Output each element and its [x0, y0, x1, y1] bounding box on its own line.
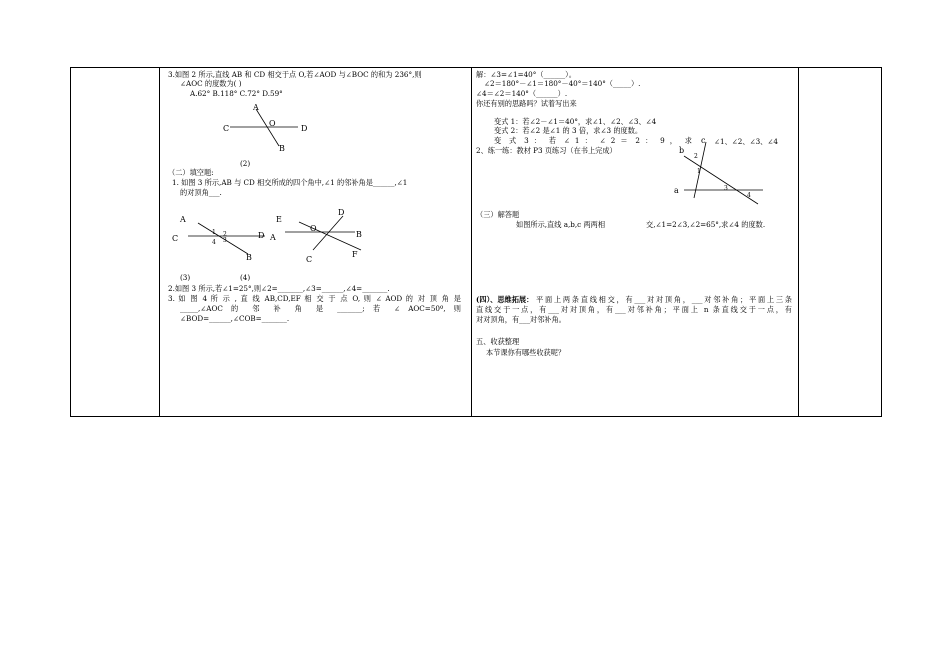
- fig4-label-e: E: [276, 215, 282, 224]
- section4-line-1: 平面上两条直线相交，有___对对顶角，___对邻补角；平面上三条: [536, 295, 792, 304]
- fig4-label-a: A: [270, 233, 276, 242]
- fig-angle-1: 1: [697, 168, 701, 175]
- section2-title: （二）填空题:: [168, 168, 214, 177]
- left-margin-cell: [71, 68, 160, 417]
- fig3-angle-1: 1: [212, 229, 216, 236]
- fig3-angle-4: 4: [212, 239, 216, 246]
- q1-text-cont: 的对顶角___.: [180, 188, 222, 197]
- solution-line-4: 你还有别的思路吗？试着写出来: [476, 99, 577, 108]
- lesson-table: [70, 67, 882, 417]
- fig4-label-b: B: [356, 230, 362, 239]
- variant-1: 变式 1：若∠2－∠1＝40°，求∠1、∠2、∠3、∠4: [494, 117, 657, 126]
- section4-line-2: 直线交于一点，有___对对顶角，有___对邻补角；平面上 n 条直线交于一点，有: [476, 305, 792, 314]
- fig-label-a: a: [674, 186, 679, 195]
- variant-3: 变 式 3 ： 若 ∠ 1 ： ∠ 2 ＝ 2 ： 9 ， 求: [494, 136, 692, 145]
- section3-title: （三）解答题: [476, 210, 520, 219]
- solution-line-2: ∠2＝180°－∠1＝180°－40°＝140°（_____）.: [484, 79, 641, 88]
- fig-angle-4: 4: [747, 192, 751, 199]
- fig3-angle-3: 3: [223, 237, 227, 244]
- right-content-cell: [472, 68, 799, 417]
- variant-3-cont: ∠1、∠2、∠3、∠4: [714, 137, 778, 146]
- fig4-label-c: C: [306, 255, 313, 264]
- fig3-caption: (3): [180, 273, 191, 282]
- fig2-label-c: C: [223, 124, 230, 133]
- fig2-label-d: D: [301, 124, 308, 133]
- figure-2: [230, 108, 310, 153]
- q3-text: 3.如图 2 所示,直线 AB 和 CD 相交于点 O,若∠AOD 与∠BOC 的和为 236°,则: [168, 70, 422, 79]
- fig4-caption: (4): [240, 273, 251, 282]
- q1-text: 1. 如图 3 所示,AB 与 CD 相交所成的四个角中,∠1 的邻补角是______,∠1: [172, 178, 408, 187]
- q3b-line1: 3. 如 图 4 所 示 , 直 线 AB,CD,EF 相 交 于 点 O, 则 ∠ AOD 的 对 顶 角 是: [168, 294, 461, 303]
- fig2-label-a: A: [253, 103, 259, 112]
- section5-title: 五、收获整理: [476, 337, 520, 346]
- variant-2: 变式 2：若∠2 是∠1 的 3 倍，求∠3 的度数。: [494, 126, 643, 135]
- fig2-label-o: O: [269, 119, 276, 128]
- left-content-cell: [160, 68, 472, 417]
- section3-question-cont: 交,∠1=2∠3,∠2=65°,求∠4 的度数.: [646, 220, 766, 229]
- fig3-label-d: D: [258, 231, 265, 240]
- practice-text: 2、练一练：教材 P3 页练习（在书上完成）: [476, 146, 617, 155]
- fig-label-c: c: [701, 136, 706, 145]
- fig3-label-b: B: [246, 253, 252, 262]
- fig3-label-a: A: [180, 215, 186, 224]
- q3-text-cont: ∠AOC 的度数为( ): [180, 79, 242, 88]
- q3b-line2: _____,∠AOC 的 邻 补 角 是 _______; 若 ∠ AOC=50º, 则: [180, 304, 461, 313]
- fig3-label-c: C: [172, 234, 179, 243]
- fig2-label-b: B: [279, 144, 285, 153]
- figure-three-lines: [672, 142, 772, 212]
- fig-angle-2: 2: [694, 153, 698, 160]
- q3b-line3: ∠BOD=______,∠COB=_______.: [180, 314, 290, 323]
- fig2-caption: (2): [240, 159, 251, 168]
- fig4-label-f: F: [352, 250, 358, 259]
- solution-line-3: ∠4＝∠2＝140°（______）.: [476, 89, 568, 98]
- fig4-label-d: D: [338, 208, 345, 217]
- q3-options: A.62° B.118° C.72° D.59°: [190, 89, 283, 98]
- section4-title: (四）、思维拓展：: [476, 295, 534, 304]
- section3-question: 如图所示,直线 a,b,c 两两相: [516, 220, 606, 229]
- section5-question: 本节课你有哪些收获呢？: [486, 348, 566, 357]
- fig-angle-3: 3: [724, 185, 728, 192]
- fig-label-b: b: [679, 146, 685, 155]
- section4-line-3: 对对顶角，有___对邻补角。: [476, 315, 566, 324]
- right-margin-cell: [799, 68, 882, 417]
- solution-line-1: 解：∠3=∠1=40°（______）。: [476, 70, 576, 79]
- fig3-angle-2: 2: [223, 231, 227, 238]
- fig4-label-o: O: [310, 224, 317, 233]
- q2-text: 2.如图 3 所示,若∠1=25°,则∠2=_______,∠3=______,∠4=_______.: [168, 284, 390, 293]
